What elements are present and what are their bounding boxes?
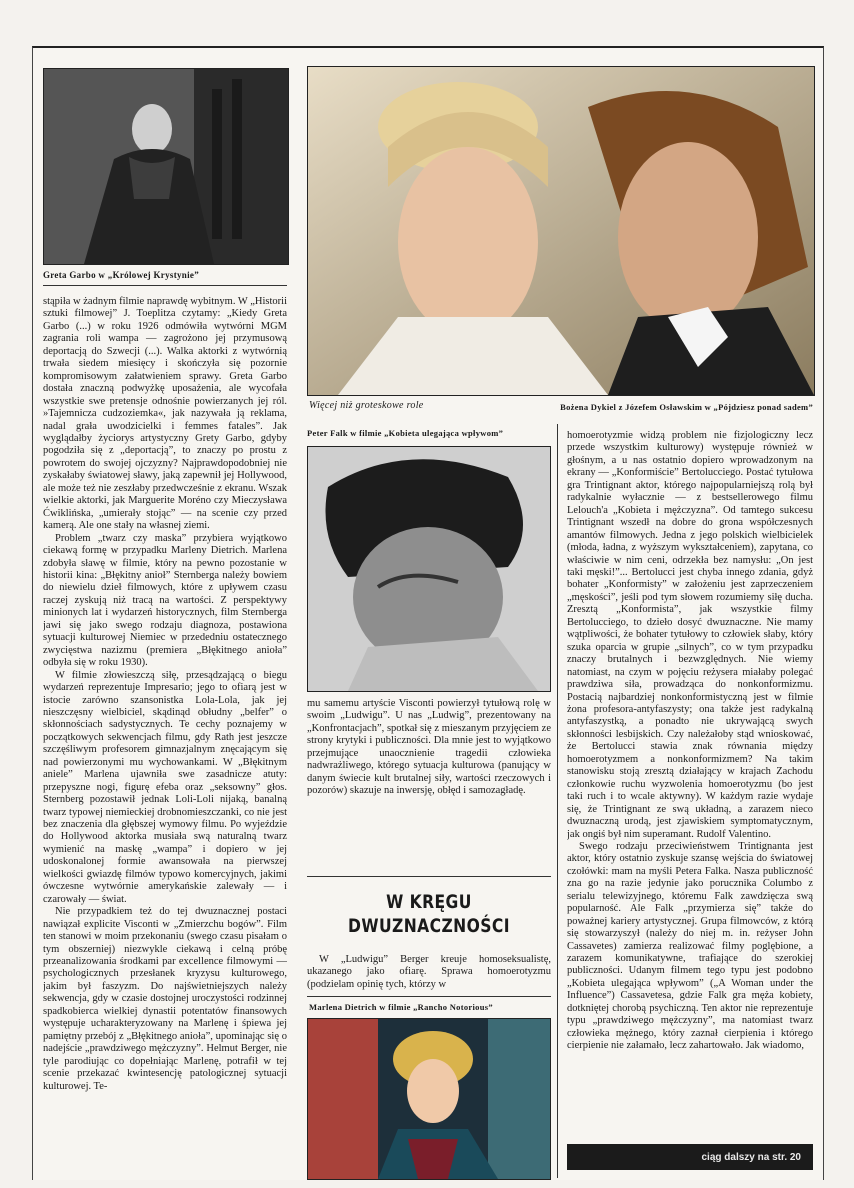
col1-paragraph: Nie przypadkiem też do tej dwuznacznej postaci nawiązał explicite Visconti w „Zmierzchu bogów”. Film ten stanowi w moim przekonaniu (swego czasu pisałam o tym obszerniej) niezwykle ciekawą i celną próbę przeanalizowania środkami par excellence filmowymi — psychologicznych przesłanek kryzysu kulturowego, jakim był faszyzm. Do najświetniejszych należy sekwencja, gdy w czasie dostojnej uroczystości rodzinnej spadkobierca wielkiej dynastii potentatów finansowych występuje ucharakteryzowany na Marlenę i śpiewa jej pamiętny przebój z „Błękitnego anioła”, upominając się o nadejście „prawdziwego mężczyzny”. Helmut Berger, nie tyle parodiując co dopełniając Marlenę, potrafił w tej scenie przekazać kwintesencję patologicznej sytuacji kulturowej. Te- — [43, 906, 287, 1092]
continued-label: ciąg dalszy na str. 20 — [701, 1151, 801, 1163]
col2-paragraph: mu samemu artyście Visconti powierzył tytułową rolę w swoim „Ludwigu”. U nas „Ludwig”, prezentowany na „Konfrontacjach”, spotkał się z mieszanym przyjęciem ze strony krytyki i publiczności. Dla mnie jest to wyjątkowo przejmujące unaocznienie tragedii człowieka nadwrażliwego, którego sytuacja kulturowa (panujący w danym świecie kult brutalnej siły, wartości rzeczowych i pozorów) skazuje na inwersję, obłęd i samozagładę. — [307, 698, 551, 797]
magazine-page — [32, 46, 824, 1180]
dietrich-illustration — [308, 1019, 550, 1179]
caption-dykiel-right: Bożena Dykiel z Józefem Osławskim w „Pójdziesz ponad sadem” — [560, 402, 813, 412]
divider — [43, 285, 287, 286]
headline-line1: W KRĘGU — [386, 891, 472, 913]
caption-garbo: Greta Garbo w „Królowej Krystynie” — [43, 270, 200, 280]
dykiel-illustration — [308, 67, 814, 395]
col1-paragraph: stąpiła w żadnym filmie naprawdę wybitnym. W „Historii sztuki filmowej” J. Toeplitza czytamy: „Kiedy Greta Garbo (...) w roku 1926 odmówiła wytwórni MGM zagrania roli wampa — zagrożono jej przymusową deportacją do Szwecji (...). Walka aktorki z wytwórnią trwała siedem miesięcy i skończyła się pozornie kompromisowym załatwieniem sprawy. Greta Garbo dostała znaczną podwyżkę uposażenia, ale wycofała wszystkie swe pretensje odnośnie powierzanych jej ról. »Tajemnicza cudzoziemka«, jak nazywała ją reklama, nadal grała uwodzicielki i femmes fatales”. Jak wyglądałby życiorys artystyczny Grety Garbo, gdyby pogodziła się z „deportacją”, to znaczy po prostu z powrotem do swojej ojczyzny? Najprawdopodobniej nie zyskałaby światowej sławy, jaką zapewnił jej Hollywood, ale może też nie zeszłaby przedwcześnie z ekranu. Wszak wielkie aktorki, jak Marguerite Moréno czy Mieczysława Ćwiklińska, „umierały stojąc” — na scenie czy przed kamerą. Ale one stały na własnej ziemi. — [43, 296, 287, 532]
caption-dietrich: Marlena Dietrich w filmie „Rancho Notorious” — [309, 1002, 493, 1012]
photo-marlena-dietrich — [307, 1018, 551, 1180]
col3-paragraph: homoerotyzmie widzą problem nie fizjologiczny lecz przede wszystkim kulturowy) występuje również w głośnym, a u nas ostatnio dopiero wprowadzonym na ekrany — „Konformiście” Bertolucciego. Postać tytułowa gra Trintignant aktor, którego najpopularniejszą rolą był radykalnie wyłacznie — z bestsellerowego filmu Lelouch'a „Kobieta i mężczyzna”. Od tamtego sukcesu Trintignant wszedł na dobre do grona współczesnych amantów filmowych. Jedna z jego polskich wielbicielek (młoda, ładna, z wyższym wykształceniem), zapytana, co właściwie w nim ceni, odrzekła bez namysłu: „On jest taki męski!”... Bertolucci jest chyba innego zdania, gdyż bohater „Konformisty” w założeniu jest zaprzeczeniem „męskości”, jeśli pod tym słowem rozumiemy siłę ducha. Zresztą „Konformista”, jak wszystkie filmy Bertolucciego, to dzieło dosyć dwuznaczne. Nie mamy wątpliwości, że bohater tytułowy to człowiek słaby, który szuka oparcia w grupie „silnych”, co w tym przypadku znaczy brutalnych i bezwzględnych. Nie wiemy natomiast, na czym w pojęciu reżysera miałaby polegać prawdziwa siła, prowadząca do nonkonformizmu. Postacią najbardziej nonkonformistyczną jest w filmie żona profesora-antyfaszysty; ona także jest radykalną antyfaszystką, a ponadto nie ukrywającą swych skłonności lesbijskich. Czy należałoby stąd wnioskować, że Bertolucci stawia znak równania między homoerotyzmem a nonkonformizmem? Na takim stanowisku stoją zresztą działający w krajach Zachodu członkowie ruchu wyzwolenia homoerotyzmu (bo jest taki ruch i to wcale aktywny). W każdym razie wydaje się, że Trintignant ze swą układną, a zarazem nieco dwuznaczną urodą, jest zjawiskiem symptomatycznym, jak ongiś był nim superamant. Rudolf Valentino. — [567, 430, 813, 840]
col1-paragraph: W filmie złowieszczą siłę, przesądzającą o biegu wydarzeń reprezentuje Impresario; jego to ofiarą jest w istocie zarówno szansonistka Lola-Lola, jak jej nieszczęsny wielbiciel, skądinąd obłudny „belfer” o skłonnościach sadystycznych. Te cechy poznajemy w początkowych sekwencjach filmu, gdy Rath jest jeszcze szczęśliwym profesorem gimnazjalnym znęcającym się nad powierzonymi mu wychowankami. W „Błękitnym aniele” Marlena ujawniła swe zasadnicze atuty: przepyszne nogi, figurę efeba oraz „seksowny” głos. Sternberg pozostawił jednak Loli-Loli nijaką, banalną twarz typowej niemieckiej drobnomieszczanki, co nie jest bez znaczenia dla głębszej wymowy filmu. Po wyjeździe do Hollywood aktorka musiała swą naturalną twarz wymienić na maskę „wampa” i dopiero w jej udoskonalonej formie awansowała na pierwszej wielkości gwiazdę filmów typowo komercyjnych, jakimi ówczesne wytwórnie amerykańskie zalewały — i czarowały — świat. — [43, 669, 287, 905]
caption-falk: Peter Falk w filmie „Kobieta ulegająca wpływom” — [307, 428, 504, 438]
garbo-illustration — [44, 69, 288, 264]
col1-paragraph: Problem „twarz czy maska” przybiera wyjątkowo ciekawą formę w przypadku Marleny Dietrich. Marlena zdobyła sławę w filmie, który na pewno pozostanie w historii kina: „Błękitny anioł” Sternberga należy bowiem do niewielu dzieł filmowych, które z upływem czasu raczej zyskują niż tracą na wartości. Z perspektywy minionych lat i wydarzeń historycznych, film Sternberga jawi się jako swego rodzaju diagnoza, postawiona sytuacji kulturowej Niemiec w przededniu ostatecznego zwycięstwa nazizmu (premiera „Błękitnego anioła” odbyła się w roku 1930). — [43, 532, 287, 669]
continued-on-page-box — [567, 1144, 813, 1170]
caption-dykiel-left: Więcej niż groteskowe role — [309, 400, 424, 411]
falk-illustration — [308, 447, 550, 691]
photo-peter-falk — [307, 446, 551, 692]
divider — [307, 996, 551, 997]
article-headline — [329, 890, 529, 938]
photo-dykiel-oslawski — [307, 66, 815, 396]
divider — [307, 876, 551, 877]
col3-paragraph: Swego rodzaju przeciwieństwem Trintignanta jest aktor, który ostatnio zyskuje szansę wejścia do światowej czołówki: mam na myśli Petera Falka. Nasza publiczność zna go na razie jedynie jako porucznika Columbo z serialu telewizyjnego, któremu Falk zawdzięcza swą popularność. Ale Falk „przymierza się” także do poważnej kariery artystycznej. Grupa filmowców, z którą się stowarzyszył (należy do niej m. in. reżyser John Cassavetes) zamierza realizować filmy poglębione, a zarazem komunikatywne, trafiające do szerokiej publiczności. Udanym filmem tego typu jest podobno „Kobieta ulegająca wpływom” („A Woman under the Influence”) Cassavetesa, gdzie Falk gra męża kobiety, dotkniętej chorobą psychiczną. Ten aktor nie reprezentuje typu „prawdziwego mężczyzny”, ma natomiast twarz człowieka mężnego, który zaznał cierpienia i którego cierpienie nie załamało, lecz zahartowało. Jak wiadomo, — [567, 840, 813, 1052]
col2-paragraph: W „Ludwigu” Berger kreuje homoseksualistę, ukazanego jako ofiarę. Sprawa homoerotyzmu (podzielam opinię tych, którzy w — [307, 954, 551, 990]
headline-line2: DWUZNACZNOŚCI — [348, 915, 510, 937]
column-1 — [43, 296, 287, 1178]
photo-greta-garbo — [43, 68, 289, 265]
column-divider — [557, 424, 558, 1178]
column-3 — [567, 430, 813, 1140]
column-2-upper — [307, 698, 551, 876]
column-2-lower — [307, 954, 551, 992]
